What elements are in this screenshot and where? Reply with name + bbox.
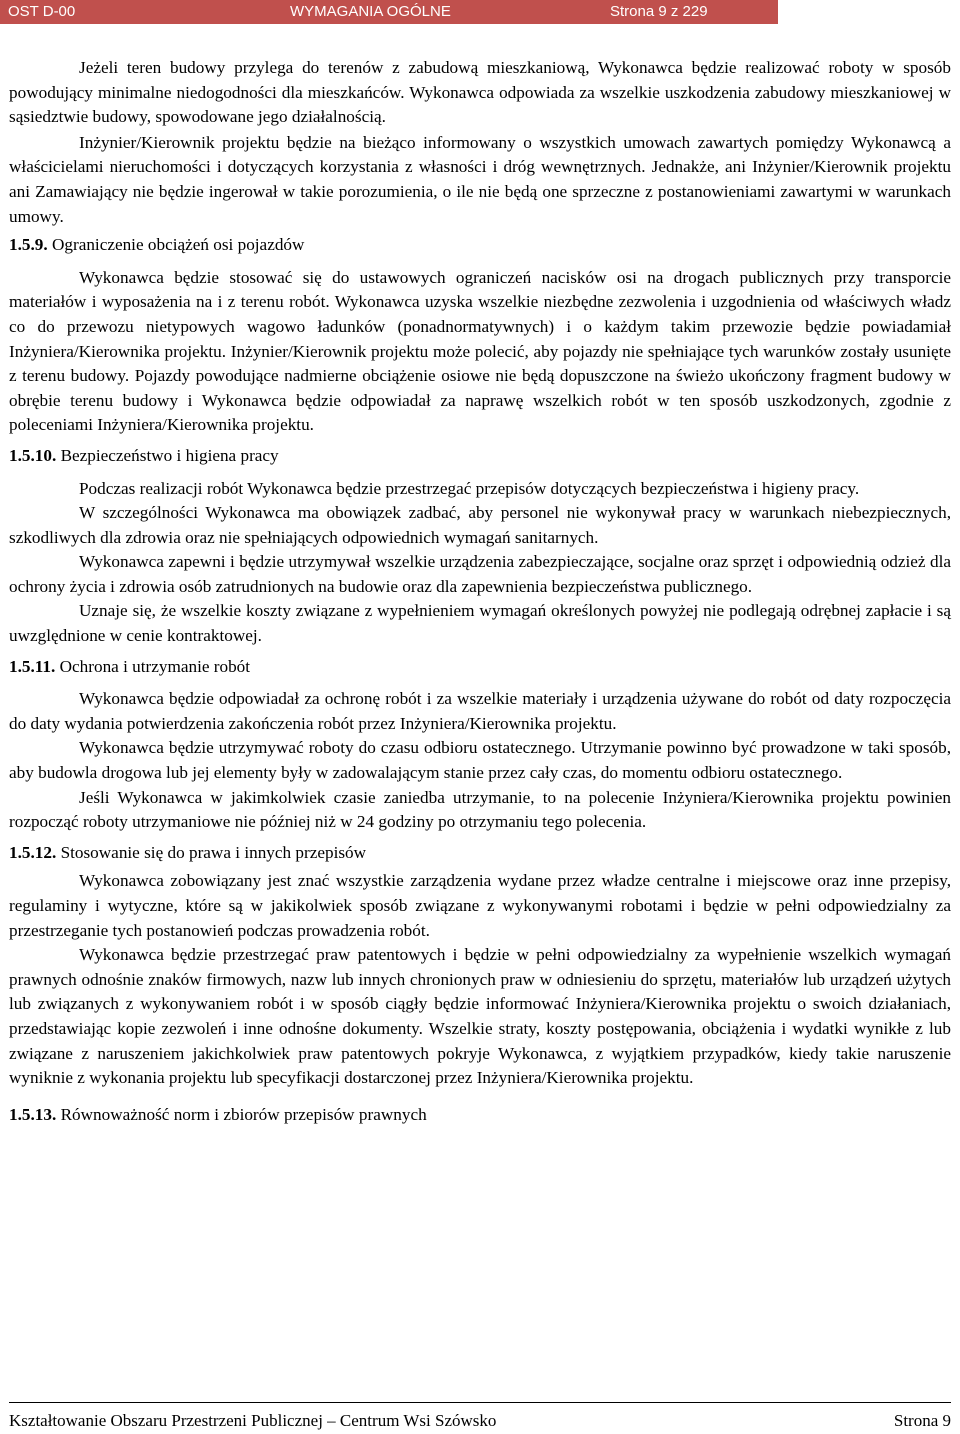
document-body (9, 56, 951, 1135)
paragraph-bhp-1: Podczas realizacji robót Wykonawca będzie przestrzegać przepisów dotyczących bezpieczeństwa i higieny pracy. (79, 478, 860, 498)
section-title: Ochrona i utrzymanie robót (59, 656, 251, 676)
footer-divider (9, 1402, 951, 1403)
section-heading-1-5-10 (9, 438, 951, 477)
section-number: 1.5.12. (9, 842, 57, 862)
paragraph-law-2: Wykonawca będzie przestrzegać praw patentowych i będzie w pełni odpowiedzialny za wypełnienie wszelkich wymagań prawnych odnośnie znaków firmowych, nazw lub innych chronionych praw w odniesieniu do sprzętu, materiałów lub urządzeń użytych lub związanych z wykonywaniem robót i w sposób ciągły będzie informować Inżyniera/Kierownika projektu o swoich działaniach, przedstawiając kopie zezwoleń i inne odnośne dokumenty. Wszelkie straty, koszty postępowania, obciążenia i wydatki wynikłe z lub związane z naruszeniem jakichkolwiek praw patentowych pokryje Wykonawca, z wyjątkiem przypadków, kiedy takie naruszenie wyniknie z wykonania projektu lub specyfikacji dostarczonej przez Inżyniera/Kierownika projektu. (9, 945, 951, 1088)
section-number: 1.5.11. (9, 656, 56, 676)
section-number: 1.5.9. (9, 235, 48, 255)
section-heading-1-5-9 (9, 229, 951, 266)
paragraph-protection-3: Jeśli Wykonawca w jakimkolwiek czasie zaniedba utrzymanie, to na polecenie Inżyniera/Kierownika projektu powinien rozpocząć roboty utrzymaniowe nie później niż w 24 godziny po otrzymaniu tego polecenia. (9, 787, 951, 832)
footer-project-name: Kształtowanie Obszaru Przestrzeni Publicznej – Centrum Wsi Szówsko (9, 1411, 497, 1430)
section-number: 1.5.13. (9, 1104, 57, 1124)
header-page-counter: Strona 9 z 229 (610, 3, 708, 20)
section-title: Bezpieczeństwo i higiena pracy (60, 445, 279, 465)
header-section-title: WYMAGANIA OGÓLNE (290, 3, 451, 20)
footer-page-number: Strona 9 (893, 1411, 951, 1430)
paragraph-bhp-2: W szczególności Wykonawca ma obowiązek zadbać, aby personel nie wykonywał pracy w warunkach niebezpiecznych, szkodliwych dla zdrowia oraz nie spełniających odpowiednich wymagań sanitarnych. (9, 503, 951, 547)
paragraph-agreements: Inżynier/Kierownik projektu będzie na bieżąco informowany o wszystkich umowach zawartych pomiędzy Wykonawcą a właścicielami nieruchomości i dotyczących korzystania z własności i dróg wewnętrznych. Jednakże, ani Inżynier/Kierownik projektu ani Zamawiający nie będzie ingerował w takie porozumienia, o ile nie będą one sprzeczne z postanowieniami zawartymi w warunkach umowy. (9, 132, 951, 226)
section-heading-1-5-13 (9, 1091, 951, 1136)
paragraph-bhp-3: Wykonawca zapewni i będzie utrzymywał wszelkie urządzenia zabezpieczające, socjalne oraz sprzęt i odpowiednią odzież dla ochrony życia i zdrowia osób zatrudnionych na budowie oraz dla zapewnienia bezpieczeństwa publicznego. (9, 552, 951, 596)
section-title: Stosowanie się do prawa i innych przepisów (60, 842, 367, 862)
section-heading-1-5-11 (9, 649, 951, 688)
section-title: Równoważność norm i zbiorów przepisów prawnych (60, 1104, 427, 1124)
page-header (0, 0, 778, 24)
header-doc-code: OST D-00 (8, 3, 76, 20)
paragraph-bhp-4: Uznaje się, że wszelkie koszty związane z wypełnieniem wymagań określonych powyżej nie podlegają odrębnej zapłacie i są uwzględnione w cenie kontraktowej. (9, 601, 951, 646)
section-number: 1.5.10. (9, 445, 57, 465)
section-title: Ograniczenie obciążeń osi pojazdów (51, 235, 305, 255)
paragraph-residential: Jeżeli teren budowy przylega do terenów z zabudową mieszkaniową, Wykonawca będzie realizować roboty w sposób powodujący minimalne niedogodności dla mieszkańców. Wykonawca odpowiada za wszelkie uszkodzenia zabudowy mieszkaniowej w sąsiedztwie budowy, spowodowane jego działalnością. (9, 58, 951, 127)
paragraph-protection-2: Wykonawca będzie utrzymywać roboty do czasu odbioru ostatecznego. Utrzymanie powinno być prowadzone w taki sposób, aby budowla drogowa lub jej elementy były w zadowalającym stanie przez cały czas, do momentu odbioru ostatecznego. (9, 738, 951, 783)
paragraph-protection-1: Wykonawca będzie odpowiadał za ochronę robót i za wszelkie materiały i urządzenia używane do robót od daty rozpoczęcia do daty wydania potwierdzenia zakończenia robót przez Inżyniera/Kierownika projektu. (9, 689, 951, 733)
paragraph-law-1: Wykonawca zobowiązany jest znać wszystkie zarządzenia wydane przez władze centralne i miejscowe oraz inne przepisy, regulaminy i wytyczne, które są w jakikolwiek sposób związane z wykonywanymi robotami i będzie w pełni odpowiedzialny za przestrzeganie tych postanowień podczas prowadzenia robót. (9, 871, 951, 940)
section-heading-1-5-12 (9, 835, 951, 874)
paragraph-axle-load: Wykonawca będzie stosować się do ustawowych ograniczeń nacisków osi na drogach publicznych przy transporcie materiałów i wyposażenia na i z terenu robót. Wykonawca uzyska wszelkie niezbędne zezwolenia i uzgodnienia od właściwych władz co do przewozu nietypowych wagowo ładunków (ponadnormatywnych) i o każdym takim przewozie będzie powiadamiał Inżyniera/Kierownika projektu. Inżynier/Kierownik projektu może polecić, aby pojazdy nie spełniające tych warunków zostały usunięte z terenu budowy. Pojazdy powodujące nadmierne obciążenie osiowe nie będą dopuszczone na świeżo ukończony fragment budowy w obrębie terenu budowy i Wykonawca będzie odpowiadał za naprawę wszelkich robót w ten sposób uszkodzonych, zgodnie z poleceniami Inżyniera/Kierownika projektu. (9, 267, 951, 435)
